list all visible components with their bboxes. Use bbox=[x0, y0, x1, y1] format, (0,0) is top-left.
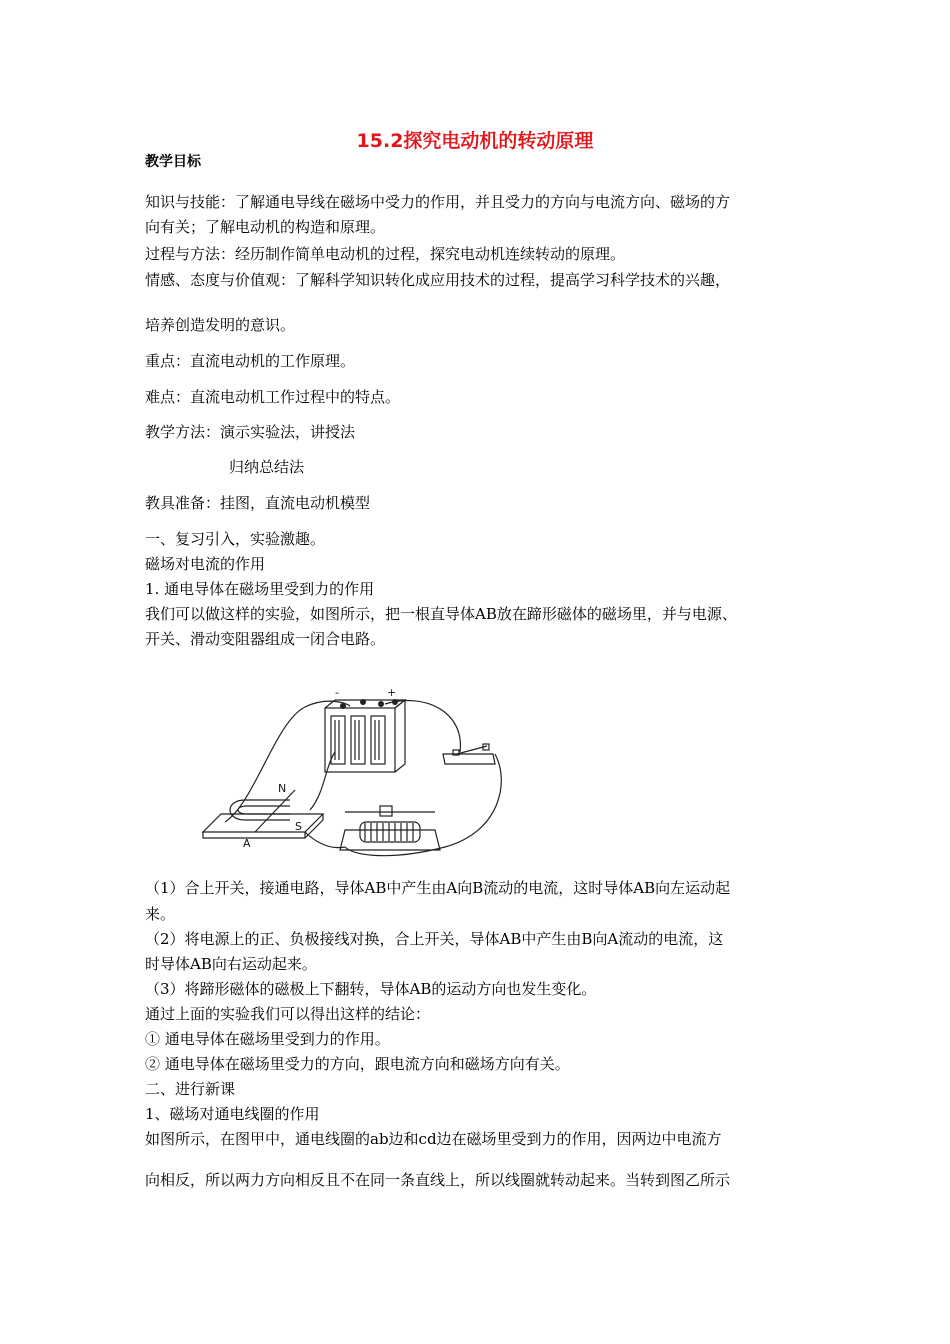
paragraph-line: 时导体AB向右运动起来。 bbox=[145, 955, 317, 973]
paragraph-line: 开关、滑动变阻器组成一闭合电路。 bbox=[145, 630, 386, 648]
paragraph-line: ① 通电导体在磁场里受到力的作用。 bbox=[145, 1030, 390, 1048]
paragraph-line: 向相反，所以两力方向相反且不在同一条直线上，所以线圈就转动起来。当转到图乙所示 bbox=[145, 1171, 731, 1189]
paragraph-line: 向有关；了解电动机的构造和原理。 bbox=[145, 218, 386, 236]
paragraph-line: 如图所示，在图甲中，通电线圈的ab边和cd边在磁场里受到力的作用，因两边中电流方 bbox=[145, 1130, 722, 1148]
paragraph-line: 通过上面的实验我们可以得出这样的结论： bbox=[145, 1005, 431, 1023]
paragraph-line: 培养创造发明的意识。 bbox=[145, 316, 296, 334]
paragraph-line: 重点：直流电动机的工作原理。 bbox=[145, 352, 356, 370]
paragraph-line: 知识与技能：了解通电导线在磁场中受力的作用，并且受力的方向与电流方向、磁场的方 bbox=[145, 193, 731, 211]
paragraph-line: （1）合上开关，接通电路，导体AB中产生由A向B流动的电流，这时导体AB向左运动起 bbox=[145, 879, 731, 897]
paragraph-line: ② 通电导体在磁场里受力的方向，跟电流方向和磁场方向有关。 bbox=[145, 1055, 570, 1073]
paragraph-line: 归纳总结法 bbox=[229, 458, 305, 476]
label-minus: - bbox=[335, 686, 339, 699]
rheostat bbox=[340, 830, 440, 850]
horseshoe-magnet bbox=[230, 800, 290, 820]
paragraph-line: 1. 通电导体在磁场里受到力的作用 bbox=[145, 580, 375, 598]
paragraph-line: 一、复习引入，实验激趣。 bbox=[145, 530, 326, 548]
paragraph-line: 来。 bbox=[145, 905, 176, 923]
paragraph-line: （3）将蹄形磁体的磁极上下翻转，导体AB的运动方向也发生变化。 bbox=[145, 980, 597, 998]
paragraph-line: 二、进行新课 bbox=[145, 1080, 236, 1098]
paragraph-line: 难点：直流电动机工作过程中的特点。 bbox=[145, 388, 401, 406]
label-s: S bbox=[295, 820, 302, 833]
paragraph-line: 教学方法：演示实验法，讲授法 bbox=[145, 423, 356, 441]
label-a: A bbox=[243, 837, 251, 850]
wire bbox=[385, 701, 460, 752]
label-plus: + bbox=[387, 686, 397, 699]
page-title: 15.2探究电动机的转动原理 bbox=[356, 130, 594, 152]
circuit-figure bbox=[195, 682, 515, 862]
paragraph-line: （2）将电源上的正、负极接线对换，合上开关，导体AB中产生由B向A流动的电流，这 bbox=[145, 930, 724, 948]
conductor-ab bbox=[255, 790, 295, 832]
switch bbox=[443, 754, 495, 764]
paragraph-line: 1、磁场对通电线圈的作用 bbox=[145, 1105, 320, 1123]
section-heading: 教学目标 bbox=[145, 154, 201, 170]
paragraph-line: 教具准备：挂图，直流电动机模型 bbox=[145, 494, 371, 512]
label-n: N bbox=[278, 782, 287, 795]
paragraph-line: 我们可以做这样的实验，如图所示，把一根直导体AB放在蹄形磁体的磁场里，并与电源、 bbox=[145, 605, 737, 623]
paragraph-line: 过程与方法：经历制作简单电动机的过程，探究电动机连续转动的原理。 bbox=[145, 245, 626, 263]
wire bbox=[345, 754, 501, 856]
paragraph-line: 情感、态度与价值观：了解科学知识转化成应用技术的过程，提高学习科学技术的兴趣， bbox=[145, 271, 731, 289]
wire bbox=[305, 832, 345, 848]
paragraph-line: 磁场对电流的作用 bbox=[145, 555, 266, 573]
